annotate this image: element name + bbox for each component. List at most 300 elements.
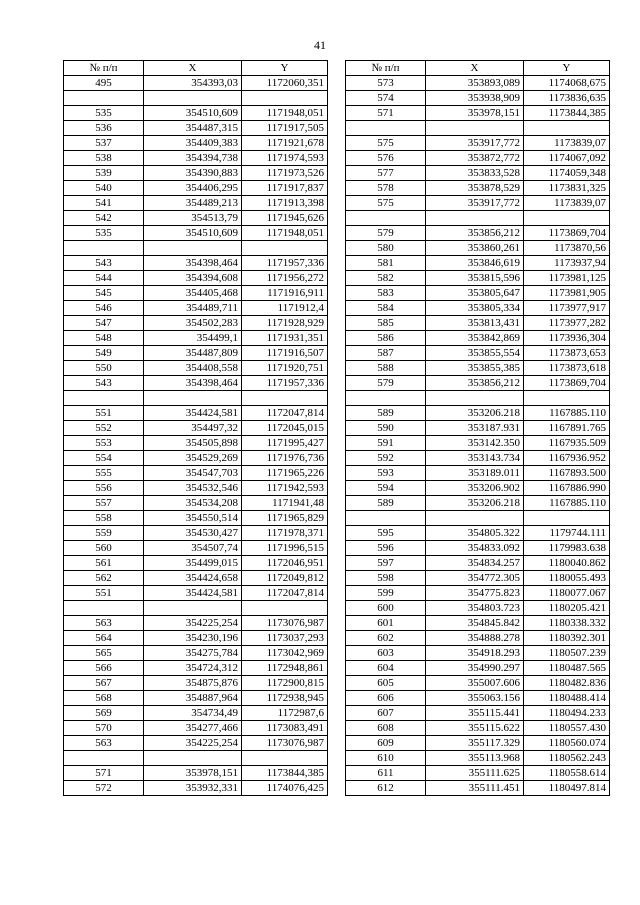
table-row (64, 631, 328, 646)
y-coordinate-cell: 1173076,987 (242, 616, 328, 631)
table-row (346, 406, 610, 421)
point-number-cell: 546 (64, 301, 144, 316)
header-x: X (144, 61, 242, 76)
x-coordinate-cell: 354394,738 (144, 151, 242, 166)
x-coordinate-cell: 354845.842 (426, 616, 524, 631)
x-coordinate-cell: 354398,464 (144, 376, 242, 391)
x-coordinate-cell: 354398,464 (144, 256, 242, 271)
point-number-cell: 601 (346, 616, 426, 631)
x-coordinate-cell: 354230,196 (144, 631, 242, 646)
x-coordinate-cell: 354803.723 (426, 601, 524, 616)
table-row (64, 211, 328, 226)
point-number-cell: 561 (64, 556, 144, 571)
table-row (346, 151, 610, 166)
y-coordinate-cell: 1180040.862 (524, 556, 610, 571)
point-number-cell (346, 391, 426, 406)
y-coordinate-cell: 1173836,635 (524, 91, 610, 106)
point-number-cell (346, 211, 426, 226)
y-coordinate-cell: 1180557.430 (524, 721, 610, 736)
y-coordinate-cell: 1173870,56 (524, 241, 610, 256)
table-row (64, 121, 328, 136)
y-coordinate-cell: 1173037,293 (242, 631, 328, 646)
y-coordinate-cell: 1180205.421 (524, 601, 610, 616)
point-number-cell (64, 601, 144, 616)
point-number-cell: 582 (346, 271, 426, 286)
coordinates-table-left (63, 60, 328, 796)
table-header-row (64, 61, 328, 76)
point-number-cell: 590 (346, 421, 426, 436)
y-coordinate-cell: 1171912,4 (242, 301, 328, 316)
y-coordinate-cell: 1180558.614 (524, 766, 610, 781)
x-coordinate-cell: 354507,74 (144, 541, 242, 556)
x-coordinate-cell: 354225,254 (144, 736, 242, 751)
point-number-cell: 559 (64, 526, 144, 541)
point-number-cell: 581 (346, 256, 426, 271)
table-row (346, 361, 610, 376)
table-row (64, 766, 328, 781)
y-coordinate-cell: 1174076,425 (242, 781, 328, 796)
x-coordinate-cell: 354530,427 (144, 526, 242, 541)
point-number-cell: 571 (64, 766, 144, 781)
x-coordinate-cell: 354408,558 (144, 361, 242, 376)
x-coordinate-cell: 354532,546 (144, 481, 242, 496)
point-number-cell: 539 (64, 166, 144, 181)
table-row (64, 346, 328, 361)
table-row (346, 691, 610, 706)
table-row (346, 541, 610, 556)
x-coordinate-cell: 353206.218 (426, 496, 524, 511)
table-row (64, 331, 328, 346)
x-coordinate-cell: 354424,658 (144, 571, 242, 586)
x-coordinate-cell (426, 511, 524, 526)
header-number: № п/п (64, 61, 144, 76)
table-row (346, 76, 610, 91)
point-number-cell: 550 (64, 361, 144, 376)
x-coordinate-cell: 354487,315 (144, 121, 242, 136)
point-number-cell: 599 (346, 586, 426, 601)
table-row (346, 421, 610, 436)
y-coordinate-cell: 1173839,07 (524, 136, 610, 151)
table-row (64, 736, 328, 751)
table-row (346, 166, 610, 181)
point-number-cell: 570 (64, 721, 144, 736)
point-number-cell: 543 (64, 256, 144, 271)
table-row (64, 676, 328, 691)
x-coordinate-cell: 353805,647 (426, 286, 524, 301)
point-number-cell: 586 (346, 331, 426, 346)
table-row (64, 181, 328, 196)
y-coordinate-cell: 1167891.765 (524, 421, 610, 436)
y-coordinate-cell (524, 121, 610, 136)
point-number-cell: 579 (346, 226, 426, 241)
x-coordinate-cell: 354550,514 (144, 511, 242, 526)
y-coordinate-cell (242, 241, 328, 256)
x-coordinate-cell: 354505,898 (144, 436, 242, 451)
table-row (346, 496, 610, 511)
x-coordinate-cell: 355007.606 (426, 676, 524, 691)
x-coordinate-cell (144, 241, 242, 256)
y-coordinate-cell: 1171941,48 (242, 496, 328, 511)
point-number-cell: 569 (64, 706, 144, 721)
table-row (346, 706, 610, 721)
table-row (346, 511, 610, 526)
table-row (64, 361, 328, 376)
y-coordinate-cell (242, 601, 328, 616)
table-row (64, 496, 328, 511)
point-number-cell: 603 (346, 646, 426, 661)
y-coordinate-cell: 1171920,751 (242, 361, 328, 376)
y-coordinate-cell: 1172948,861 (242, 661, 328, 676)
y-coordinate-cell: 1172987,6 (242, 706, 328, 721)
x-coordinate-cell: 353833,528 (426, 166, 524, 181)
point-number-cell: 598 (346, 571, 426, 586)
point-number-cell: 579 (346, 376, 426, 391)
x-coordinate-cell: 353805,334 (426, 301, 524, 316)
x-coordinate-cell: 354405,468 (144, 286, 242, 301)
y-coordinate-cell: 1174059,348 (524, 166, 610, 181)
point-number-cell: 542 (64, 211, 144, 226)
y-coordinate-cell: 1180487.565 (524, 661, 610, 676)
x-coordinate-cell: 354833.092 (426, 541, 524, 556)
point-number-cell: 571 (346, 106, 426, 121)
table-row (346, 196, 610, 211)
x-coordinate-cell: 354510,609 (144, 106, 242, 121)
x-coordinate-cell: 354487,809 (144, 346, 242, 361)
table-row (346, 271, 610, 286)
y-coordinate-cell: 1172938,945 (242, 691, 328, 706)
point-number-cell: 604 (346, 661, 426, 676)
x-coordinate-cell: 354499,1 (144, 331, 242, 346)
header-y: Y (242, 61, 328, 76)
table-row (346, 346, 610, 361)
point-number-cell: 583 (346, 286, 426, 301)
point-number-cell: 584 (346, 301, 426, 316)
x-coordinate-cell: 354887,964 (144, 691, 242, 706)
table-row (64, 136, 328, 151)
x-coordinate-cell: 354390,883 (144, 166, 242, 181)
point-number-cell: 548 (64, 331, 144, 346)
y-coordinate-cell: 1180392.301 (524, 631, 610, 646)
y-coordinate-cell: 1171917,505 (242, 121, 328, 136)
y-coordinate-cell: 1173981,905 (524, 286, 610, 301)
x-coordinate-cell: 354393,03 (144, 76, 242, 91)
table-row (64, 466, 328, 481)
table-row (346, 466, 610, 481)
x-coordinate-cell: 354534,208 (144, 496, 242, 511)
point-number-cell: 608 (346, 721, 426, 736)
table-row (64, 406, 328, 421)
y-coordinate-cell: 1171948,051 (242, 106, 328, 121)
x-coordinate-cell: 353917,772 (426, 196, 524, 211)
y-coordinate-cell (524, 211, 610, 226)
x-coordinate-cell: 354834.257 (426, 556, 524, 571)
point-number-cell (64, 391, 144, 406)
x-coordinate-cell: 354529,269 (144, 451, 242, 466)
table-row (64, 376, 328, 391)
table-row (64, 166, 328, 181)
x-coordinate-cell: 354424,581 (144, 406, 242, 421)
point-number-cell: 564 (64, 631, 144, 646)
x-coordinate-cell: 354510,609 (144, 226, 242, 241)
y-coordinate-cell: 1172060,351 (242, 76, 328, 91)
point-number-cell: 555 (64, 466, 144, 481)
point-number-cell: 558 (64, 511, 144, 526)
point-number-cell: 551 (64, 406, 144, 421)
point-number-cell: 589 (346, 406, 426, 421)
x-coordinate-cell: 353143.734 (426, 451, 524, 466)
x-coordinate-cell (426, 121, 524, 136)
table-row (346, 241, 610, 256)
table-row (346, 226, 610, 241)
table-row (346, 301, 610, 316)
point-number-cell: 600 (346, 601, 426, 616)
point-number-cell: 576 (346, 151, 426, 166)
point-number-cell: 591 (346, 436, 426, 451)
table-row (64, 151, 328, 166)
table-row (346, 136, 610, 151)
table-row (64, 481, 328, 496)
x-coordinate-cell: 353856,212 (426, 226, 524, 241)
y-coordinate-cell: 1180338.332 (524, 616, 610, 631)
coordinates-table-right (345, 60, 610, 796)
y-coordinate-cell: 1173831,325 (524, 181, 610, 196)
y-coordinate-cell: 1173869,704 (524, 226, 610, 241)
x-coordinate-cell: 353846,619 (426, 256, 524, 271)
table-row (64, 781, 328, 796)
point-number-cell: 592 (346, 451, 426, 466)
table-row (64, 586, 328, 601)
y-coordinate-cell: 1179983.638 (524, 541, 610, 556)
x-coordinate-cell: 353189.011 (426, 466, 524, 481)
point-number-cell: 535 (64, 226, 144, 241)
point-number-cell: 585 (346, 316, 426, 331)
y-coordinate-cell: 1167893.500 (524, 466, 610, 481)
x-coordinate-cell: 353855,385 (426, 361, 524, 376)
x-coordinate-cell: 354424,581 (144, 586, 242, 601)
table-row (346, 91, 610, 106)
y-coordinate-cell: 1171995,427 (242, 436, 328, 451)
table-row (64, 511, 328, 526)
y-coordinate-cell: 1180077.067 (524, 586, 610, 601)
y-coordinate-cell (242, 391, 328, 406)
point-number-cell: 602 (346, 631, 426, 646)
table-row (64, 316, 328, 331)
x-coordinate-cell: 355063.156 (426, 691, 524, 706)
y-coordinate-cell: 1171921,678 (242, 136, 328, 151)
y-coordinate-cell: 1171965,226 (242, 466, 328, 481)
x-coordinate-cell: 355113.968 (426, 751, 524, 766)
x-coordinate-cell: 354225,254 (144, 616, 242, 631)
x-coordinate-cell: 353856,212 (426, 376, 524, 391)
x-coordinate-cell: 355115.441 (426, 706, 524, 721)
table-row (346, 526, 610, 541)
point-number-cell: 611 (346, 766, 426, 781)
table-row (346, 316, 610, 331)
point-number-cell: 557 (64, 496, 144, 511)
x-coordinate-cell: 354888.278 (426, 631, 524, 646)
point-number-cell: 544 (64, 271, 144, 286)
table-row (346, 256, 610, 271)
point-number-cell (64, 751, 144, 766)
x-coordinate-cell: 353878,529 (426, 181, 524, 196)
table-row (346, 556, 610, 571)
point-number-cell: 560 (64, 541, 144, 556)
y-coordinate-cell (242, 751, 328, 766)
point-number-cell: 536 (64, 121, 144, 136)
y-coordinate-cell: 1180507.239 (524, 646, 610, 661)
x-coordinate-cell: 353842,869 (426, 331, 524, 346)
point-number-cell: 563 (64, 736, 144, 751)
point-number-cell: 605 (346, 676, 426, 691)
y-coordinate-cell: 1173873,653 (524, 346, 610, 361)
y-coordinate-cell: 1173844,385 (524, 106, 610, 121)
point-number-cell: 596 (346, 541, 426, 556)
table-row (64, 571, 328, 586)
table-row (346, 391, 610, 406)
x-coordinate-cell: 355115.622 (426, 721, 524, 736)
y-coordinate-cell: 1180488.414 (524, 691, 610, 706)
x-coordinate-cell: 353206.902 (426, 481, 524, 496)
y-coordinate-cell: 1171976,736 (242, 451, 328, 466)
table-row (346, 571, 610, 586)
y-coordinate-cell: 1172047,814 (242, 406, 328, 421)
table-row (346, 766, 610, 781)
x-coordinate-cell: 355111.451 (426, 781, 524, 796)
table-row (346, 601, 610, 616)
table-row (64, 301, 328, 316)
point-number-cell: 580 (346, 241, 426, 256)
y-coordinate-cell: 1171996,515 (242, 541, 328, 556)
y-coordinate-cell: 1173936,304 (524, 331, 610, 346)
page-number: 41 (314, 38, 326, 52)
x-coordinate-cell: 354394,608 (144, 271, 242, 286)
y-coordinate-cell: 1180562.243 (524, 751, 610, 766)
point-number-cell: 595 (346, 526, 426, 541)
x-coordinate-cell: 353206.218 (426, 406, 524, 421)
point-number-cell: 594 (346, 481, 426, 496)
x-coordinate-cell (144, 91, 242, 106)
table-row (64, 541, 328, 556)
y-coordinate-cell: 1171913,398 (242, 196, 328, 211)
x-coordinate-cell: 353815,596 (426, 271, 524, 286)
header-y: Y (524, 61, 610, 76)
y-coordinate-cell: 1167885.110 (524, 496, 610, 511)
table-row (64, 436, 328, 451)
table-row (64, 691, 328, 706)
table-row (64, 241, 328, 256)
point-number-cell: 588 (346, 361, 426, 376)
y-coordinate-cell: 1180055.493 (524, 571, 610, 586)
x-coordinate-cell: 354875,876 (144, 676, 242, 691)
y-coordinate-cell: 1180494.233 (524, 706, 610, 721)
y-coordinate-cell: 1171942,593 (242, 481, 328, 496)
point-number-cell: 565 (64, 646, 144, 661)
table-row (346, 631, 610, 646)
x-coordinate-cell: 354724,312 (144, 661, 242, 676)
x-coordinate-cell: 354275,784 (144, 646, 242, 661)
y-coordinate-cell: 1173981,125 (524, 271, 610, 286)
table-header-row (346, 61, 610, 76)
table-row (64, 286, 328, 301)
y-coordinate-cell: 1171957,336 (242, 256, 328, 271)
y-coordinate-cell: 1173937,94 (524, 256, 610, 271)
header-number: № п/п (346, 61, 426, 76)
y-coordinate-cell: 1171928,929 (242, 316, 328, 331)
point-number-cell: 495 (64, 76, 144, 91)
x-coordinate-cell: 353860,261 (426, 241, 524, 256)
x-coordinate-cell: 353872,772 (426, 151, 524, 166)
point-number-cell: 612 (346, 781, 426, 796)
x-coordinate-cell: 354489,213 (144, 196, 242, 211)
table-row (64, 706, 328, 721)
x-coordinate-cell (144, 391, 242, 406)
point-number-cell: 563 (64, 616, 144, 631)
x-coordinate-cell: 354489,711 (144, 301, 242, 316)
y-coordinate-cell: 1173083,491 (242, 721, 328, 736)
x-coordinate-cell: 354772.305 (426, 571, 524, 586)
y-coordinate-cell: 1171931,351 (242, 331, 328, 346)
x-coordinate-cell: 353917,772 (426, 136, 524, 151)
point-number-cell: 547 (64, 316, 144, 331)
y-coordinate-cell: 1173844,385 (242, 766, 328, 781)
y-coordinate-cell: 1173839,07 (524, 196, 610, 211)
table-row (64, 106, 328, 121)
table-row (346, 676, 610, 691)
table-row (346, 586, 610, 601)
y-coordinate-cell: 1173977,282 (524, 316, 610, 331)
point-number-cell: 549 (64, 346, 144, 361)
point-number-cell: 609 (346, 736, 426, 751)
point-number-cell: 574 (346, 91, 426, 106)
y-coordinate-cell: 1171917,837 (242, 181, 328, 196)
point-number-cell: 610 (346, 751, 426, 766)
table-row (64, 526, 328, 541)
point-number-cell: 575 (346, 136, 426, 151)
y-coordinate-cell (242, 91, 328, 106)
table-row (64, 616, 328, 631)
point-number-cell: 573 (346, 76, 426, 91)
table-row (64, 556, 328, 571)
x-coordinate-cell: 354990.297 (426, 661, 524, 676)
x-coordinate-cell: 354547,703 (144, 466, 242, 481)
y-coordinate-cell: 1171974,593 (242, 151, 328, 166)
table-row (64, 391, 328, 406)
table-row (64, 76, 328, 91)
y-coordinate-cell: 1179744.111 (524, 526, 610, 541)
y-coordinate-cell: 1172045,015 (242, 421, 328, 436)
y-coordinate-cell: 1171948,051 (242, 226, 328, 241)
y-coordinate-cell (524, 511, 610, 526)
y-coordinate-cell: 1167885.110 (524, 406, 610, 421)
header-x: X (426, 61, 524, 76)
x-coordinate-cell (144, 751, 242, 766)
x-coordinate-cell: 353855,554 (426, 346, 524, 361)
point-number-cell: 551 (64, 586, 144, 601)
point-number-cell: 543 (64, 376, 144, 391)
table-row (346, 331, 610, 346)
table-row (346, 121, 610, 136)
point-number-cell: 562 (64, 571, 144, 586)
point-number-cell: 554 (64, 451, 144, 466)
point-number-cell: 593 (346, 466, 426, 481)
point-number-cell: 575 (346, 196, 426, 211)
x-coordinate-cell: 355111.625 (426, 766, 524, 781)
table-row (346, 661, 610, 676)
table-row (346, 736, 610, 751)
x-coordinate-cell: 355117.329 (426, 736, 524, 751)
x-coordinate-cell: 354277,466 (144, 721, 242, 736)
point-number-cell: 607 (346, 706, 426, 721)
